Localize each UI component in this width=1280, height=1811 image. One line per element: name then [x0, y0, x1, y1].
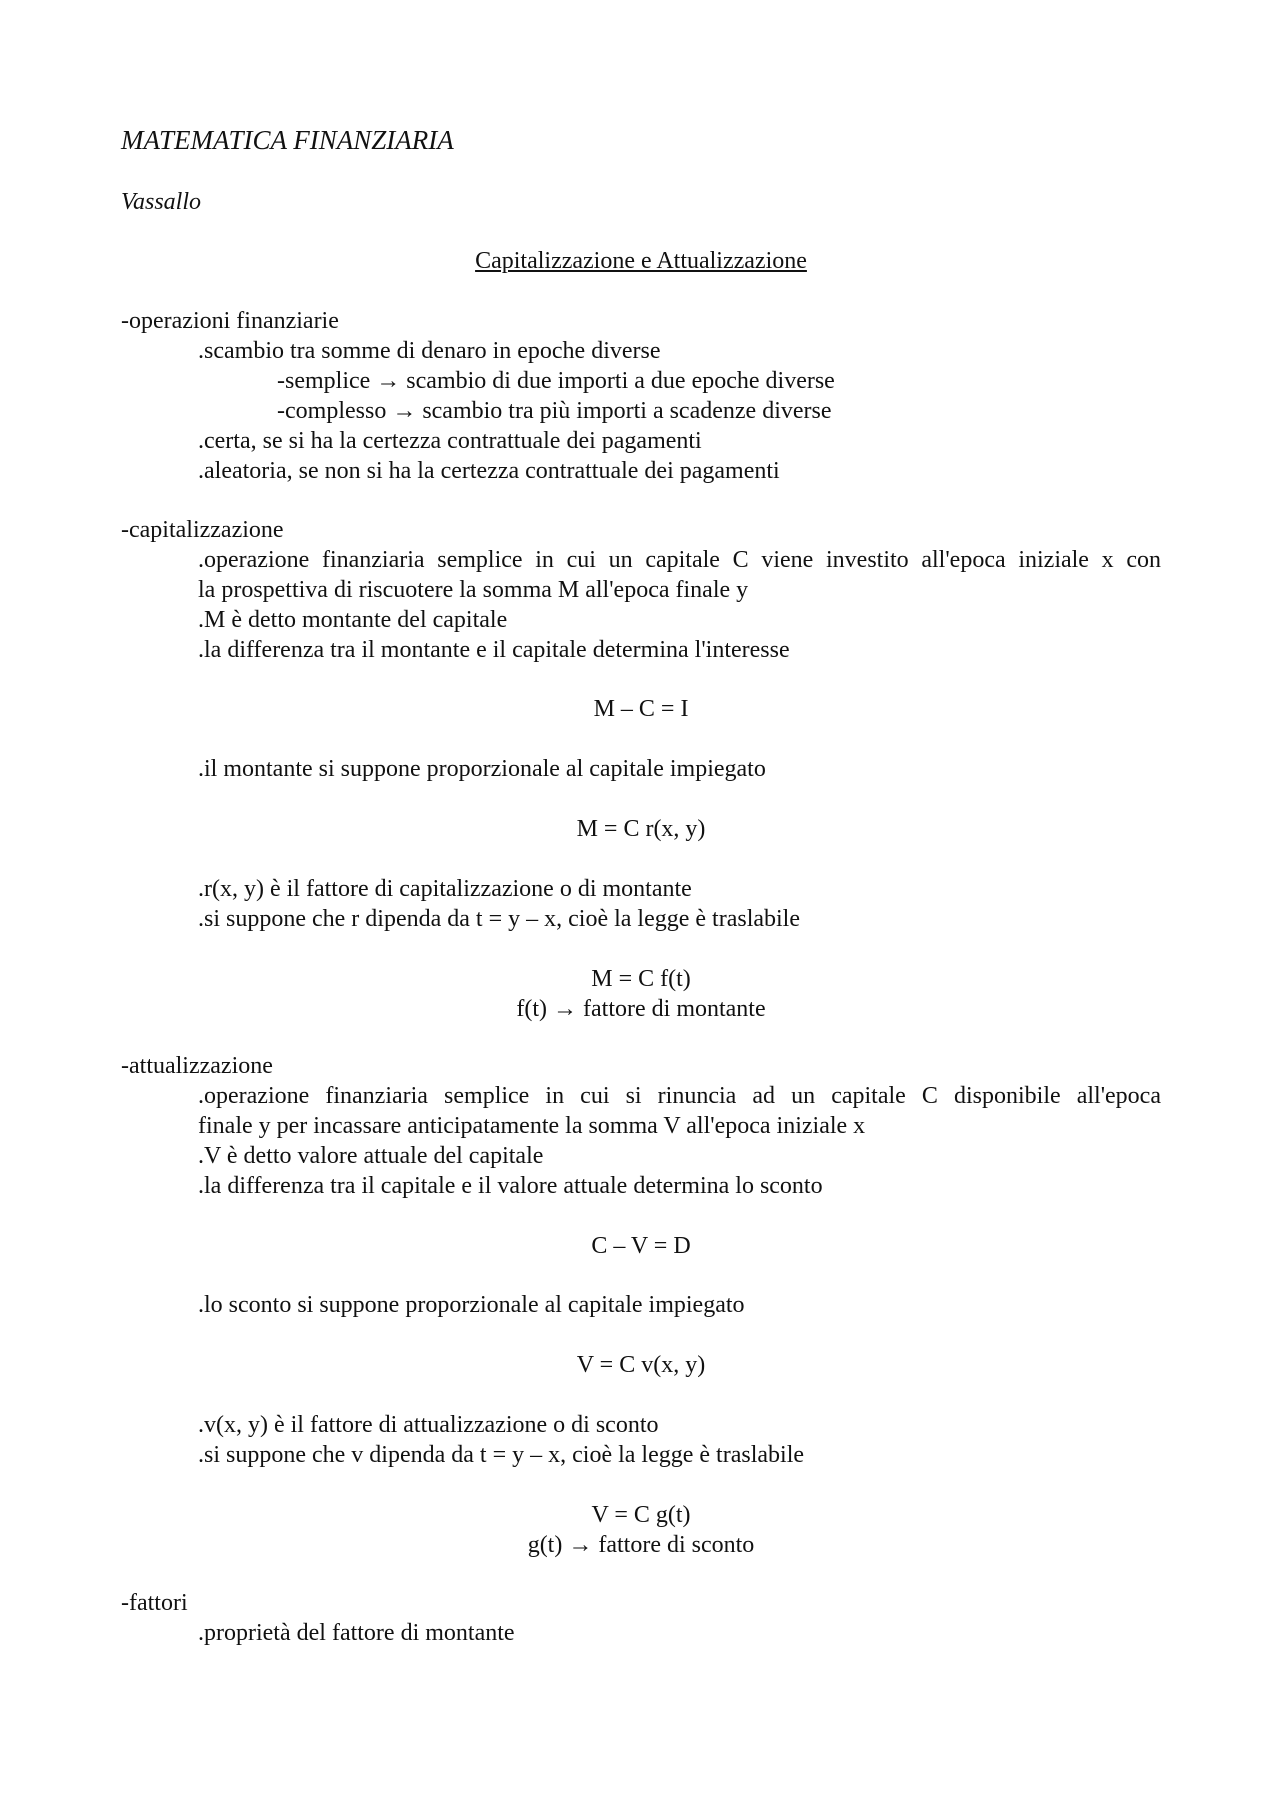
- attualizzazione-valore-attuale: .V è detto valore attuale del capitale: [198, 1143, 544, 1169]
- heading-operazioni: -operazioni finanziarie: [121, 308, 339, 334]
- operazioni-item-certa: .certa, se si ha la certezza contrattuale dei pagamenti: [198, 428, 702, 454]
- formula-valore-g: V = C g(t): [591, 1502, 691, 1528]
- formula-montante-r: M = C r(x, y): [576, 816, 706, 842]
- operazioni-sub-complesso: -complesso → scambio tra più importi a scadenze diverse: [277, 398, 832, 424]
- heading-capitalizzazione: -capitalizzazione: [121, 517, 284, 543]
- heading-attualizzazione: -attualizzazione: [121, 1053, 273, 1079]
- capitalizzazione-definition-line1: .operazione finanziaria semplice in cui un capitale C viene investito all'epoca iniziale x con: [198, 547, 1161, 573]
- attualizzazione-definition-line1: .operazione finanziaria semplice in cui si rinuncia ad un capitale C disponibile all'epoca: [198, 1083, 1161, 1109]
- attualizzazione-traslabile: .si suppone che v dipenda da t = y – x, cioè la legge è traslabile: [198, 1442, 805, 1468]
- heading-fattori: -fattori: [121, 1590, 188, 1616]
- capitalizzazione-fattore: .r(x, y) è il fattore di capitalizzazione o di montante: [198, 876, 692, 902]
- capitalizzazione-interesse: .la differenza tra il montante e il capitale determina l'interesse: [198, 637, 790, 663]
- capitalizzazione-proporzionale: .il montante si suppone proporzionale al capitale impiegato: [198, 756, 766, 782]
- capitalizzazione-montante: .M è detto montante del capitale: [198, 607, 508, 633]
- formula-montante-note: f(t) → fattore di montante: [516, 996, 766, 1022]
- operazioni-item-aleatoria: .aleatoria, se non si ha la certezza contrattuale dei pagamenti: [198, 458, 780, 484]
- section-title: Capitalizzazione e Attualizzazione: [475, 248, 807, 274]
- operazioni-sub-semplice: -semplice → scambio di due importi a due epoche diverse: [277, 368, 835, 394]
- document-author: Vassallo: [121, 189, 202, 215]
- document-title: MATEMATICA FINANZIARIA: [121, 125, 454, 155]
- attualizzazione-fattore: .v(x, y) è il fattore di attualizzazione o di sconto: [198, 1412, 659, 1438]
- formula-montante-f: M = C f(t): [591, 966, 691, 992]
- attualizzazione-definition-line2: finale y per incassare anticipatamente la somma V all'epoca iniziale x: [198, 1113, 866, 1139]
- formula-valore-v: V = C v(x, y): [576, 1352, 706, 1378]
- attualizzazione-proporzionale: .lo sconto si suppone proporzionale al capitale impiegato: [198, 1292, 745, 1318]
- capitalizzazione-traslabile: .si suppone che r dipenda da t = y – x, cioè la legge è traslabile: [198, 906, 801, 932]
- formula-interesse: M – C = I: [593, 696, 689, 722]
- formula-valore-note: g(t) → fattore di sconto: [527, 1532, 755, 1558]
- capitalizzazione-definition-line2: la prospettiva di riscuotere la somma M all'epoca finale y: [198, 577, 749, 603]
- attualizzazione-sconto: .la differenza tra il capitale e il valore attuale determina lo sconto: [198, 1173, 823, 1199]
- formula-sconto: C – V = D: [591, 1233, 691, 1259]
- operazioni-item-scambio: .scambio tra somme di denaro in epoche diverse: [198, 338, 661, 364]
- fattori-item-montante: .proprietà del fattore di montante: [198, 1620, 515, 1646]
